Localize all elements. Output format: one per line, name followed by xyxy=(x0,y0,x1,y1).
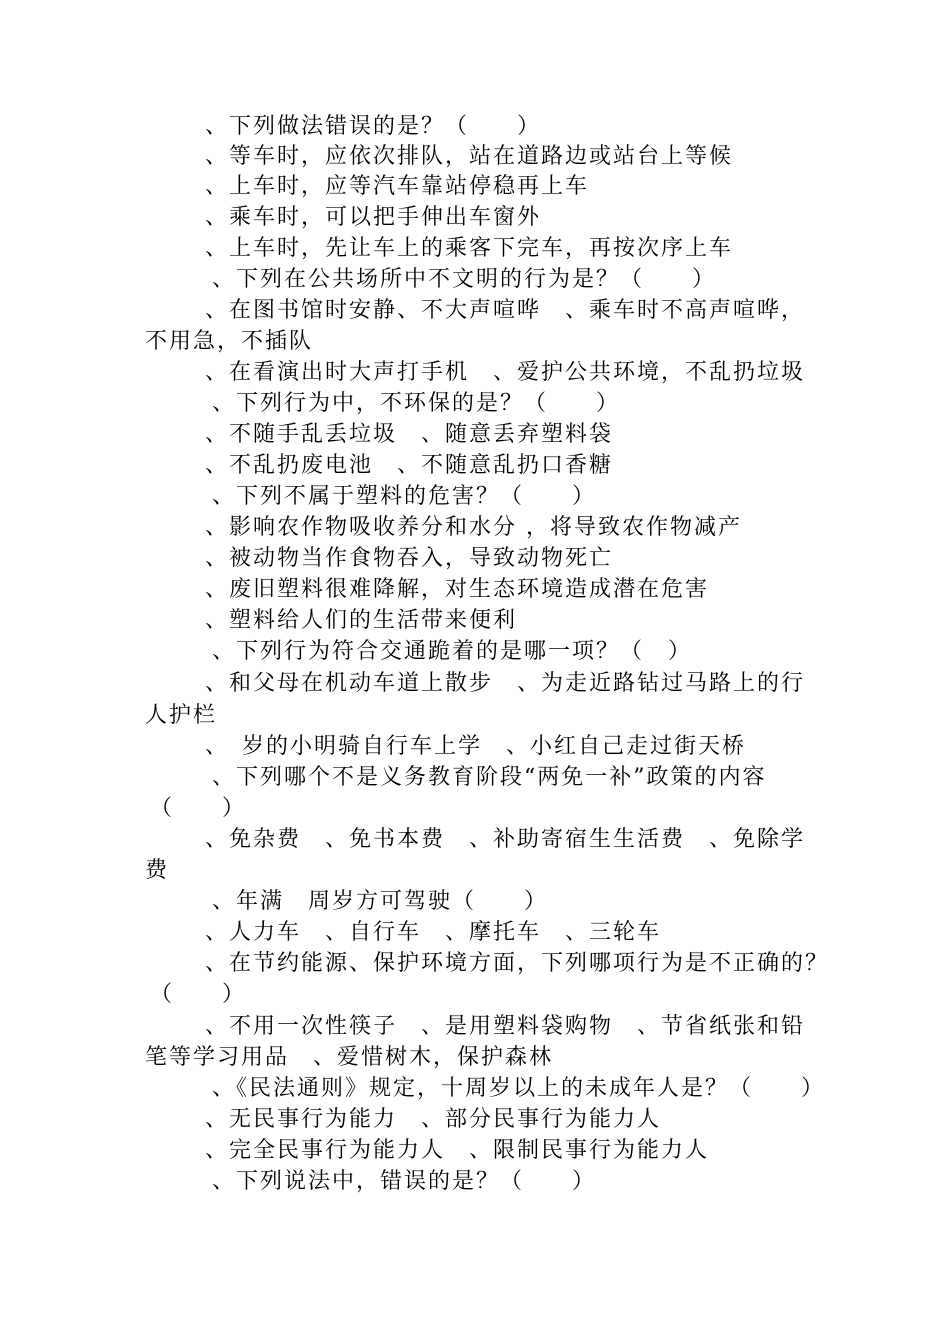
option-line: 、上车时，应等汽车靠站停稳再上车 xyxy=(205,174,590,199)
option-line: 、 岁的小明骑自行车上学 、小红自己走过街天桥 xyxy=(205,734,747,759)
option-continuation: 费 xyxy=(145,858,170,883)
option-line: 、不用一次性筷子 、是用塑料袋购物 、节省纸张和铅 xyxy=(205,1014,806,1039)
option-line: 、无民事行为能力 、部分民事行为能力人 xyxy=(205,1107,662,1132)
question-continuation: （ ） xyxy=(150,982,247,1007)
question-9: 、《民法通则》规定，十周岁以上的未成年人是？（ ） xyxy=(212,1076,826,1101)
option-line: 、乘车时，可以把手伸出车窗外 xyxy=(205,205,542,230)
option-line: 、等车时，应依次排队，站在道路边或站台上等候 xyxy=(205,144,734,169)
option-line: 、上车时，先让车上的乘客下完车，再按次序上车 xyxy=(205,236,734,261)
question-3: 、下列行为中，不环保的是？（ ） xyxy=(212,391,621,416)
option-continuation: 人护栏 xyxy=(145,703,218,728)
option-line: 、人力车 、自行车 、摩托车 、三轮车 xyxy=(205,920,662,945)
question-6: 、下列哪个不是义务教育阶段“两免一补”政策的内容 xyxy=(212,765,767,790)
question-continuation: （ ） xyxy=(150,796,247,821)
option-line: 、不随手乱丢垃圾 、随意丢弃塑料袋 xyxy=(205,422,614,447)
option-line: 、不乱扔废电池 、不随意乱扔口香糖 xyxy=(205,453,614,478)
question-1: 、下列做法错误的是？（ ） xyxy=(205,114,542,139)
question-5: 、下列行为符合交通跪着的是哪一项？（ ） xyxy=(212,639,693,664)
question-10: 、下列说法中，错误的是？（ ） xyxy=(212,1169,597,1194)
option-line: 、在看演出时大声打手机 、爱护公共环境，不乱扔垃圾 xyxy=(205,360,806,385)
option-line: 、塑料给人们的生活带来便利 xyxy=(205,608,518,633)
option-line: 、在图书馆时安静、不大声喧哗 、乘车时不高声喧哗， xyxy=(205,298,806,323)
option-continuation: 不用急，不插队 xyxy=(145,329,314,354)
option-line: 、免杂费 、免书本费 、补助寄宿生生活费 、免除学 xyxy=(205,827,806,852)
option-line: 、废旧塑料很难降解，对生态环境造成潜在危害 xyxy=(205,577,710,602)
question-2: 、下列在公共场所中不文明的行为是？（ ） xyxy=(212,267,717,292)
option-line: 、影响农作物吸收养分和水分 ，将导致农作物减产 xyxy=(205,515,742,540)
option-line: 、被动物当作食物吞入，导致动物死亡 xyxy=(205,546,614,571)
option-continuation: 笔等学习用品 、爱惜树木，保护森林 xyxy=(145,1045,554,1070)
question-7: 、年满 周岁方可驾驶（ ） xyxy=(212,889,549,914)
question-4: 、下列不属于塑料的危害？（ ） xyxy=(212,484,597,509)
option-line: 、完全民事行为能力人 、限制民事行为能力人 xyxy=(205,1138,710,1163)
question-8: 、在节约能源、保护环境方面，下列哪项行为是不正确的？ xyxy=(205,951,830,976)
option-line: 、和父母在机动车道上散步 、为走近路钻过马路上的行 xyxy=(205,671,806,696)
